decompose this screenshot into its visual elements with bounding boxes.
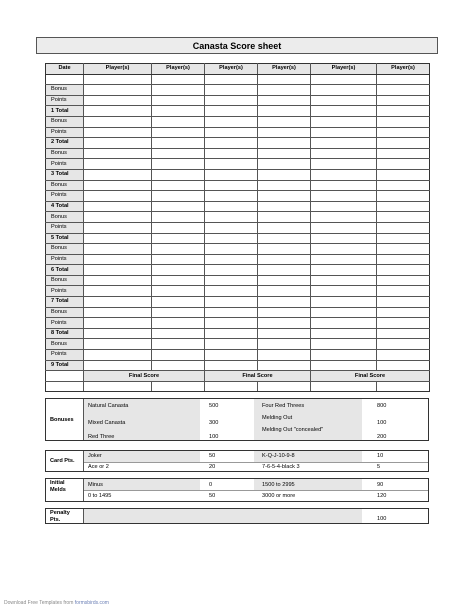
penalty-label <box>46 509 84 523</box>
score-cell[interactable] <box>258 212 311 223</box>
row-label: 8 Total <box>46 328 84 339</box>
row-label: Bonus <box>46 244 84 255</box>
score-cell[interactable] <box>258 138 311 149</box>
row-label: Points <box>46 350 84 361</box>
initial-melds-label-line1: Initial <box>50 480 65 486</box>
score-cell[interactable] <box>258 180 311 191</box>
score-cell[interactable] <box>84 222 152 233</box>
score-cell[interactable] <box>205 116 258 127</box>
date-header: Date <box>46 64 84 75</box>
score-cell[interactable] <box>377 328 430 339</box>
meld-item-value: 90 <box>377 482 384 488</box>
score-cell[interactable] <box>152 201 205 212</box>
score-row <box>46 254 430 265</box>
card-item-value: 50 <box>209 453 216 459</box>
score-cell[interactable] <box>84 381 152 392</box>
score-cell[interactable] <box>205 191 258 202</box>
score-cell[interactable] <box>152 360 205 371</box>
row-label: 9 Total <box>46 360 84 371</box>
score-cell[interactable] <box>377 191 430 202</box>
score-cell[interactable] <box>152 191 205 202</box>
score-cell[interactable] <box>377 159 430 170</box>
row-label: Points <box>46 286 84 297</box>
score-cell[interactable] <box>205 127 258 138</box>
score-cell[interactable] <box>258 233 311 244</box>
score-row <box>46 191 430 202</box>
row-label: Points <box>46 191 84 202</box>
score-cell[interactable] <box>84 95 152 106</box>
score-cell[interactable] <box>152 180 205 191</box>
score-cell[interactable] <box>205 244 258 255</box>
score-cell[interactable] <box>377 360 430 371</box>
meld-item-value: 50 <box>209 493 216 499</box>
score-cell[interactable] <box>152 169 205 180</box>
score-row <box>46 350 430 361</box>
score-cell[interactable] <box>152 244 205 255</box>
score-cell[interactable] <box>311 307 377 318</box>
score-row <box>46 328 430 339</box>
score-cell[interactable] <box>84 138 152 149</box>
score-cell[interactable] <box>152 297 205 308</box>
score-cell[interactable] <box>377 318 430 329</box>
row-label: Bonus <box>46 85 84 96</box>
row-label: 4 Total <box>46 201 84 212</box>
score-row <box>46 74 430 85</box>
score-cell[interactable] <box>258 360 311 371</box>
score-cell[interactable] <box>84 275 152 286</box>
initial-melds-label-line2: Melds <box>50 487 66 493</box>
player-header: Player(s) <box>258 64 311 75</box>
bonus-item-name: Natural Canasta <box>88 403 129 409</box>
score-cell[interactable] <box>311 254 377 265</box>
bonus-item-name: Red Three <box>88 434 115 440</box>
score-cell[interactable] <box>311 159 377 170</box>
meld-item-name: 1500 to 2995 <box>262 482 295 488</box>
score-cell[interactable] <box>84 254 152 265</box>
bonuses-label: Bonuses <box>46 399 84 440</box>
score-cell[interactable] <box>84 233 152 244</box>
bonus-item-value: 100 <box>377 420 387 426</box>
row-label: Bonus <box>46 180 84 191</box>
score-cell[interactable] <box>377 212 430 223</box>
score-cell[interactable] <box>84 212 152 223</box>
score-cell[interactable] <box>258 350 311 361</box>
score-cell[interactable] <box>377 244 430 255</box>
row-label: Bonus <box>46 148 84 159</box>
score-cell[interactable] <box>152 74 205 85</box>
score-cell[interactable] <box>311 318 377 329</box>
page-title: Canasta Score sheet <box>36 37 438 54</box>
row-label: 1 Total <box>46 106 84 117</box>
meld-item-name: Minus <box>88 482 103 488</box>
score-cell[interactable] <box>84 244 152 255</box>
meld-item-value: 0 <box>209 482 213 488</box>
row-label: 3 Total <box>46 169 84 180</box>
score-cell[interactable] <box>311 106 377 117</box>
score-cell[interactable] <box>311 275 377 286</box>
card-item-name: K-Q-J-10-9-8 <box>262 453 295 459</box>
final-score-row <box>46 371 430 382</box>
footer-prefix: Download Free Templates from <box>4 600 75 606</box>
score-cell[interactable] <box>152 85 205 96</box>
score-cell[interactable] <box>377 106 430 117</box>
row-label: Points <box>46 222 84 233</box>
player-header: Player(s) <box>84 64 152 75</box>
score-cell[interactable] <box>152 307 205 318</box>
score-cell[interactable] <box>152 159 205 170</box>
score-cell[interactable] <box>205 212 258 223</box>
card-item-name: Ace or 2 <box>88 464 109 470</box>
score-cell[interactable] <box>311 201 377 212</box>
meld-item-value: 120 <box>377 493 387 499</box>
score-cell[interactable] <box>258 95 311 106</box>
row-label: 6 Total <box>46 265 84 276</box>
score-cell[interactable] <box>84 201 152 212</box>
score-row <box>46 106 430 117</box>
score-cell[interactable] <box>152 350 205 361</box>
score-cell[interactable] <box>258 297 311 308</box>
row-label: Bonus <box>46 307 84 318</box>
score-cell[interactable] <box>152 127 205 138</box>
score-cell[interactable] <box>311 328 377 339</box>
score-cell[interactable] <box>258 127 311 138</box>
score-row <box>46 318 430 329</box>
score-row <box>46 233 430 244</box>
score-row <box>46 95 430 106</box>
score-cell[interactable] <box>205 286 258 297</box>
score-cell[interactable] <box>258 381 311 392</box>
bonus-item-name: Melding Out "concealed" <box>262 427 324 433</box>
score-row <box>46 360 430 371</box>
card-points-label: Card Pts. <box>46 451 84 471</box>
player-header: Player(s) <box>377 64 430 75</box>
score-table <box>45 63 430 392</box>
score-cell[interactable] <box>84 159 152 170</box>
score-cell[interactable] <box>311 180 377 191</box>
score-cell[interactable] <box>311 381 377 392</box>
final-score-label: Final Score <box>84 371 205 382</box>
score-cell[interactable] <box>152 339 205 350</box>
score-cell[interactable] <box>84 180 152 191</box>
score-cell[interactable] <box>84 297 152 308</box>
penalty-label-line2: Pts. <box>50 516 61 523</box>
score-row <box>46 212 430 223</box>
score-cell[interactable] <box>311 169 377 180</box>
score-cell[interactable] <box>311 244 377 255</box>
bonus-item-name: Melding Out <box>262 415 293 421</box>
score-cell[interactable] <box>311 297 377 308</box>
footer-site-link[interactable]: formsbirds.com <box>74 600 109 606</box>
score-cell[interactable] <box>84 116 152 127</box>
score-cell[interactable] <box>258 159 311 170</box>
score-cell[interactable] <box>205 381 258 392</box>
score-cell[interactable] <box>311 138 377 149</box>
bonus-item-name: Four Red Threes <box>262 403 305 409</box>
footer-credit <box>4 600 109 606</box>
score-cell[interactable] <box>377 180 430 191</box>
score-cell[interactable] <box>84 191 152 202</box>
score-cell[interactable] <box>84 265 152 276</box>
score-cell[interactable] <box>258 74 311 85</box>
score-cell[interactable] <box>311 360 377 371</box>
score-cell[interactable] <box>377 381 430 392</box>
score-cell[interactable] <box>205 85 258 96</box>
score-cell[interactable] <box>205 95 258 106</box>
score-cell[interactable] <box>84 350 152 361</box>
card-item-value: 5 <box>377 464 381 470</box>
bonus-item-value: 800 <box>377 403 387 409</box>
score-cell[interactable] <box>377 286 430 297</box>
score-cell[interactable] <box>311 95 377 106</box>
score-cell[interactable] <box>377 222 430 233</box>
score-cell[interactable] <box>258 318 311 329</box>
score-cell[interactable] <box>377 265 430 276</box>
score-row <box>46 116 430 127</box>
score-cell[interactable] <box>152 222 205 233</box>
score-cell[interactable] <box>205 265 258 276</box>
score-cell[interactable] <box>152 106 205 117</box>
score-row <box>46 127 430 138</box>
score-cell[interactable] <box>311 350 377 361</box>
penalty-label-line1: Penalty <box>50 510 70 516</box>
final-score-label: Final Score <box>311 371 430 382</box>
row-label: Points <box>46 318 84 329</box>
score-cell[interactable] <box>205 138 258 149</box>
score-cell[interactable] <box>377 254 430 265</box>
score-cell[interactable] <box>377 297 430 308</box>
score-cell[interactable] <box>152 318 205 329</box>
score-cell[interactable] <box>377 138 430 149</box>
score-row <box>46 201 430 212</box>
score-cell[interactable] <box>152 275 205 286</box>
score-cell[interactable] <box>258 116 311 127</box>
score-cell[interactable] <box>84 339 152 350</box>
score-cell[interactable] <box>311 127 377 138</box>
score-cell[interactable] <box>205 159 258 170</box>
score-cell[interactable] <box>311 85 377 96</box>
score-cell[interactable] <box>84 307 152 318</box>
score-row <box>46 138 430 149</box>
score-cell[interactable] <box>311 148 377 159</box>
bonuses-section <box>45 398 429 441</box>
score-cell[interactable] <box>258 148 311 159</box>
score-cell[interactable] <box>84 74 152 85</box>
score-cell[interactable] <box>205 74 258 85</box>
score-cell[interactable] <box>377 201 430 212</box>
score-cell[interactable] <box>152 381 205 392</box>
score-cell[interactable] <box>311 233 377 244</box>
card-points-section <box>45 450 429 472</box>
score-cell[interactable] <box>377 95 430 106</box>
row-label: 7 Total <box>46 297 84 308</box>
score-cell[interactable] <box>377 339 430 350</box>
score-cell[interactable] <box>377 85 430 96</box>
score-cell[interactable] <box>152 148 205 159</box>
penalty-section <box>45 508 429 524</box>
score-row <box>46 169 430 180</box>
bonus-item-name: Mixed Canasta <box>88 420 126 426</box>
score-cell[interactable] <box>205 233 258 244</box>
score-cell[interactable] <box>84 169 152 180</box>
score-cell[interactable] <box>152 328 205 339</box>
score-row <box>46 148 430 159</box>
score-cell[interactable] <box>258 339 311 350</box>
score-row <box>46 159 430 170</box>
score-cell[interactable] <box>377 116 430 127</box>
score-cell[interactable] <box>152 138 205 149</box>
score-cell[interactable] <box>205 350 258 361</box>
row-label: 5 Total <box>46 233 84 244</box>
final-score-label: Final Score <box>205 371 311 382</box>
score-cell[interactable] <box>205 201 258 212</box>
score-cell[interactable] <box>311 74 377 85</box>
row-label: Points <box>46 127 84 138</box>
initial-melds-section <box>45 478 429 502</box>
player-header: Player(s) <box>152 64 205 75</box>
initial-melds-label <box>46 479 84 501</box>
meld-item-name: 3000 or more <box>262 493 296 499</box>
score-cell[interactable] <box>258 275 311 286</box>
score-cell[interactable] <box>205 106 258 117</box>
score-cell[interactable] <box>205 328 258 339</box>
bonus-item-value: 300 <box>209 420 219 426</box>
score-cell[interactable] <box>311 339 377 350</box>
score-cell[interactable] <box>258 106 311 117</box>
score-cell[interactable] <box>205 297 258 308</box>
score-row <box>46 339 430 350</box>
final-score-spacer <box>46 371 84 382</box>
score-cell[interactable] <box>258 286 311 297</box>
score-cell[interactable] <box>311 116 377 127</box>
score-cell[interactable] <box>258 307 311 318</box>
score-cell[interactable] <box>311 286 377 297</box>
score-cell[interactable] <box>311 222 377 233</box>
score-row <box>46 381 430 392</box>
score-cell[interactable] <box>84 360 152 371</box>
score-cell[interactable] <box>205 222 258 233</box>
score-cell[interactable] <box>152 233 205 244</box>
row-label: Points <box>46 159 84 170</box>
player-header: Player(s) <box>311 64 377 75</box>
score-cell[interactable] <box>205 254 258 265</box>
score-cell[interactable] <box>377 127 430 138</box>
score-cell[interactable] <box>311 191 377 202</box>
score-cell[interactable] <box>205 360 258 371</box>
score-row <box>46 286 430 297</box>
row-label: Bonus <box>46 116 84 127</box>
score-cell[interactable] <box>205 275 258 286</box>
score-cell[interactable] <box>258 191 311 202</box>
row-label: Bonus <box>46 275 84 286</box>
penalty-value: 100 <box>377 516 387 522</box>
score-row <box>46 222 430 233</box>
score-cell[interactable] <box>84 318 152 329</box>
score-cell[interactable] <box>311 212 377 223</box>
card-item-value: 20 <box>209 464 216 470</box>
score-cell[interactable] <box>258 328 311 339</box>
row-label: Points <box>46 254 84 265</box>
score-cell[interactable] <box>205 169 258 180</box>
row-label: 2 Total <box>46 138 84 149</box>
row-label <box>46 381 84 392</box>
row-label: Bonus <box>46 212 84 223</box>
score-row <box>46 297 430 308</box>
score-cell[interactable] <box>205 180 258 191</box>
score-cell[interactable] <box>205 148 258 159</box>
score-row <box>46 244 430 255</box>
bonus-item-value: 200 <box>377 434 387 440</box>
score-cell[interactable] <box>152 286 205 297</box>
score-cell[interactable] <box>377 148 430 159</box>
score-cell[interactable] <box>258 85 311 96</box>
row-label: Points <box>46 95 84 106</box>
score-cell[interactable] <box>377 275 430 286</box>
score-cell[interactable] <box>258 169 311 180</box>
card-item-name: Joker <box>88 453 102 459</box>
score-cell[interactable] <box>205 307 258 318</box>
score-cell[interactable] <box>311 265 377 276</box>
score-cell[interactable] <box>258 201 311 212</box>
bonus-item-value: 100 <box>209 434 219 440</box>
score-cell[interactable] <box>258 244 311 255</box>
score-row <box>46 265 430 276</box>
score-cell[interactable] <box>84 85 152 96</box>
score-cell[interactable] <box>377 307 430 318</box>
score-cell[interactable] <box>258 265 311 276</box>
score-row <box>46 180 430 191</box>
score-cell[interactable] <box>84 106 152 117</box>
player-header: Player(s) <box>205 64 258 75</box>
score-cell[interactable] <box>258 222 311 233</box>
score-cell[interactable] <box>152 212 205 223</box>
score-cell[interactable] <box>377 350 430 361</box>
score-cell[interactable] <box>84 148 152 159</box>
score-cell[interactable] <box>205 318 258 329</box>
score-cell[interactable] <box>152 116 205 127</box>
score-row <box>46 85 430 96</box>
score-cell[interactable] <box>377 233 430 244</box>
bonus-item-value: 500 <box>209 403 219 409</box>
meld-item-name: 0 to 1495 <box>88 493 112 499</box>
score-cell[interactable] <box>84 286 152 297</box>
score-row <box>46 275 430 286</box>
score-cell[interactable] <box>84 328 152 339</box>
score-cell[interactable] <box>152 254 205 265</box>
score-cell[interactable] <box>152 265 205 276</box>
score-row <box>46 307 430 318</box>
score-cell[interactable] <box>152 95 205 106</box>
score-cell[interactable] <box>258 254 311 265</box>
score-cell[interactable] <box>377 74 430 85</box>
score-cell[interactable] <box>377 169 430 180</box>
card-item-name: 7-6-5-4-black 3 <box>262 464 300 470</box>
row-label: Bonus <box>46 339 84 350</box>
row-label <box>46 74 84 85</box>
score-cell[interactable] <box>205 339 258 350</box>
header-row <box>46 64 430 75</box>
card-item-value: 10 <box>377 453 384 459</box>
score-cell[interactable] <box>84 127 152 138</box>
